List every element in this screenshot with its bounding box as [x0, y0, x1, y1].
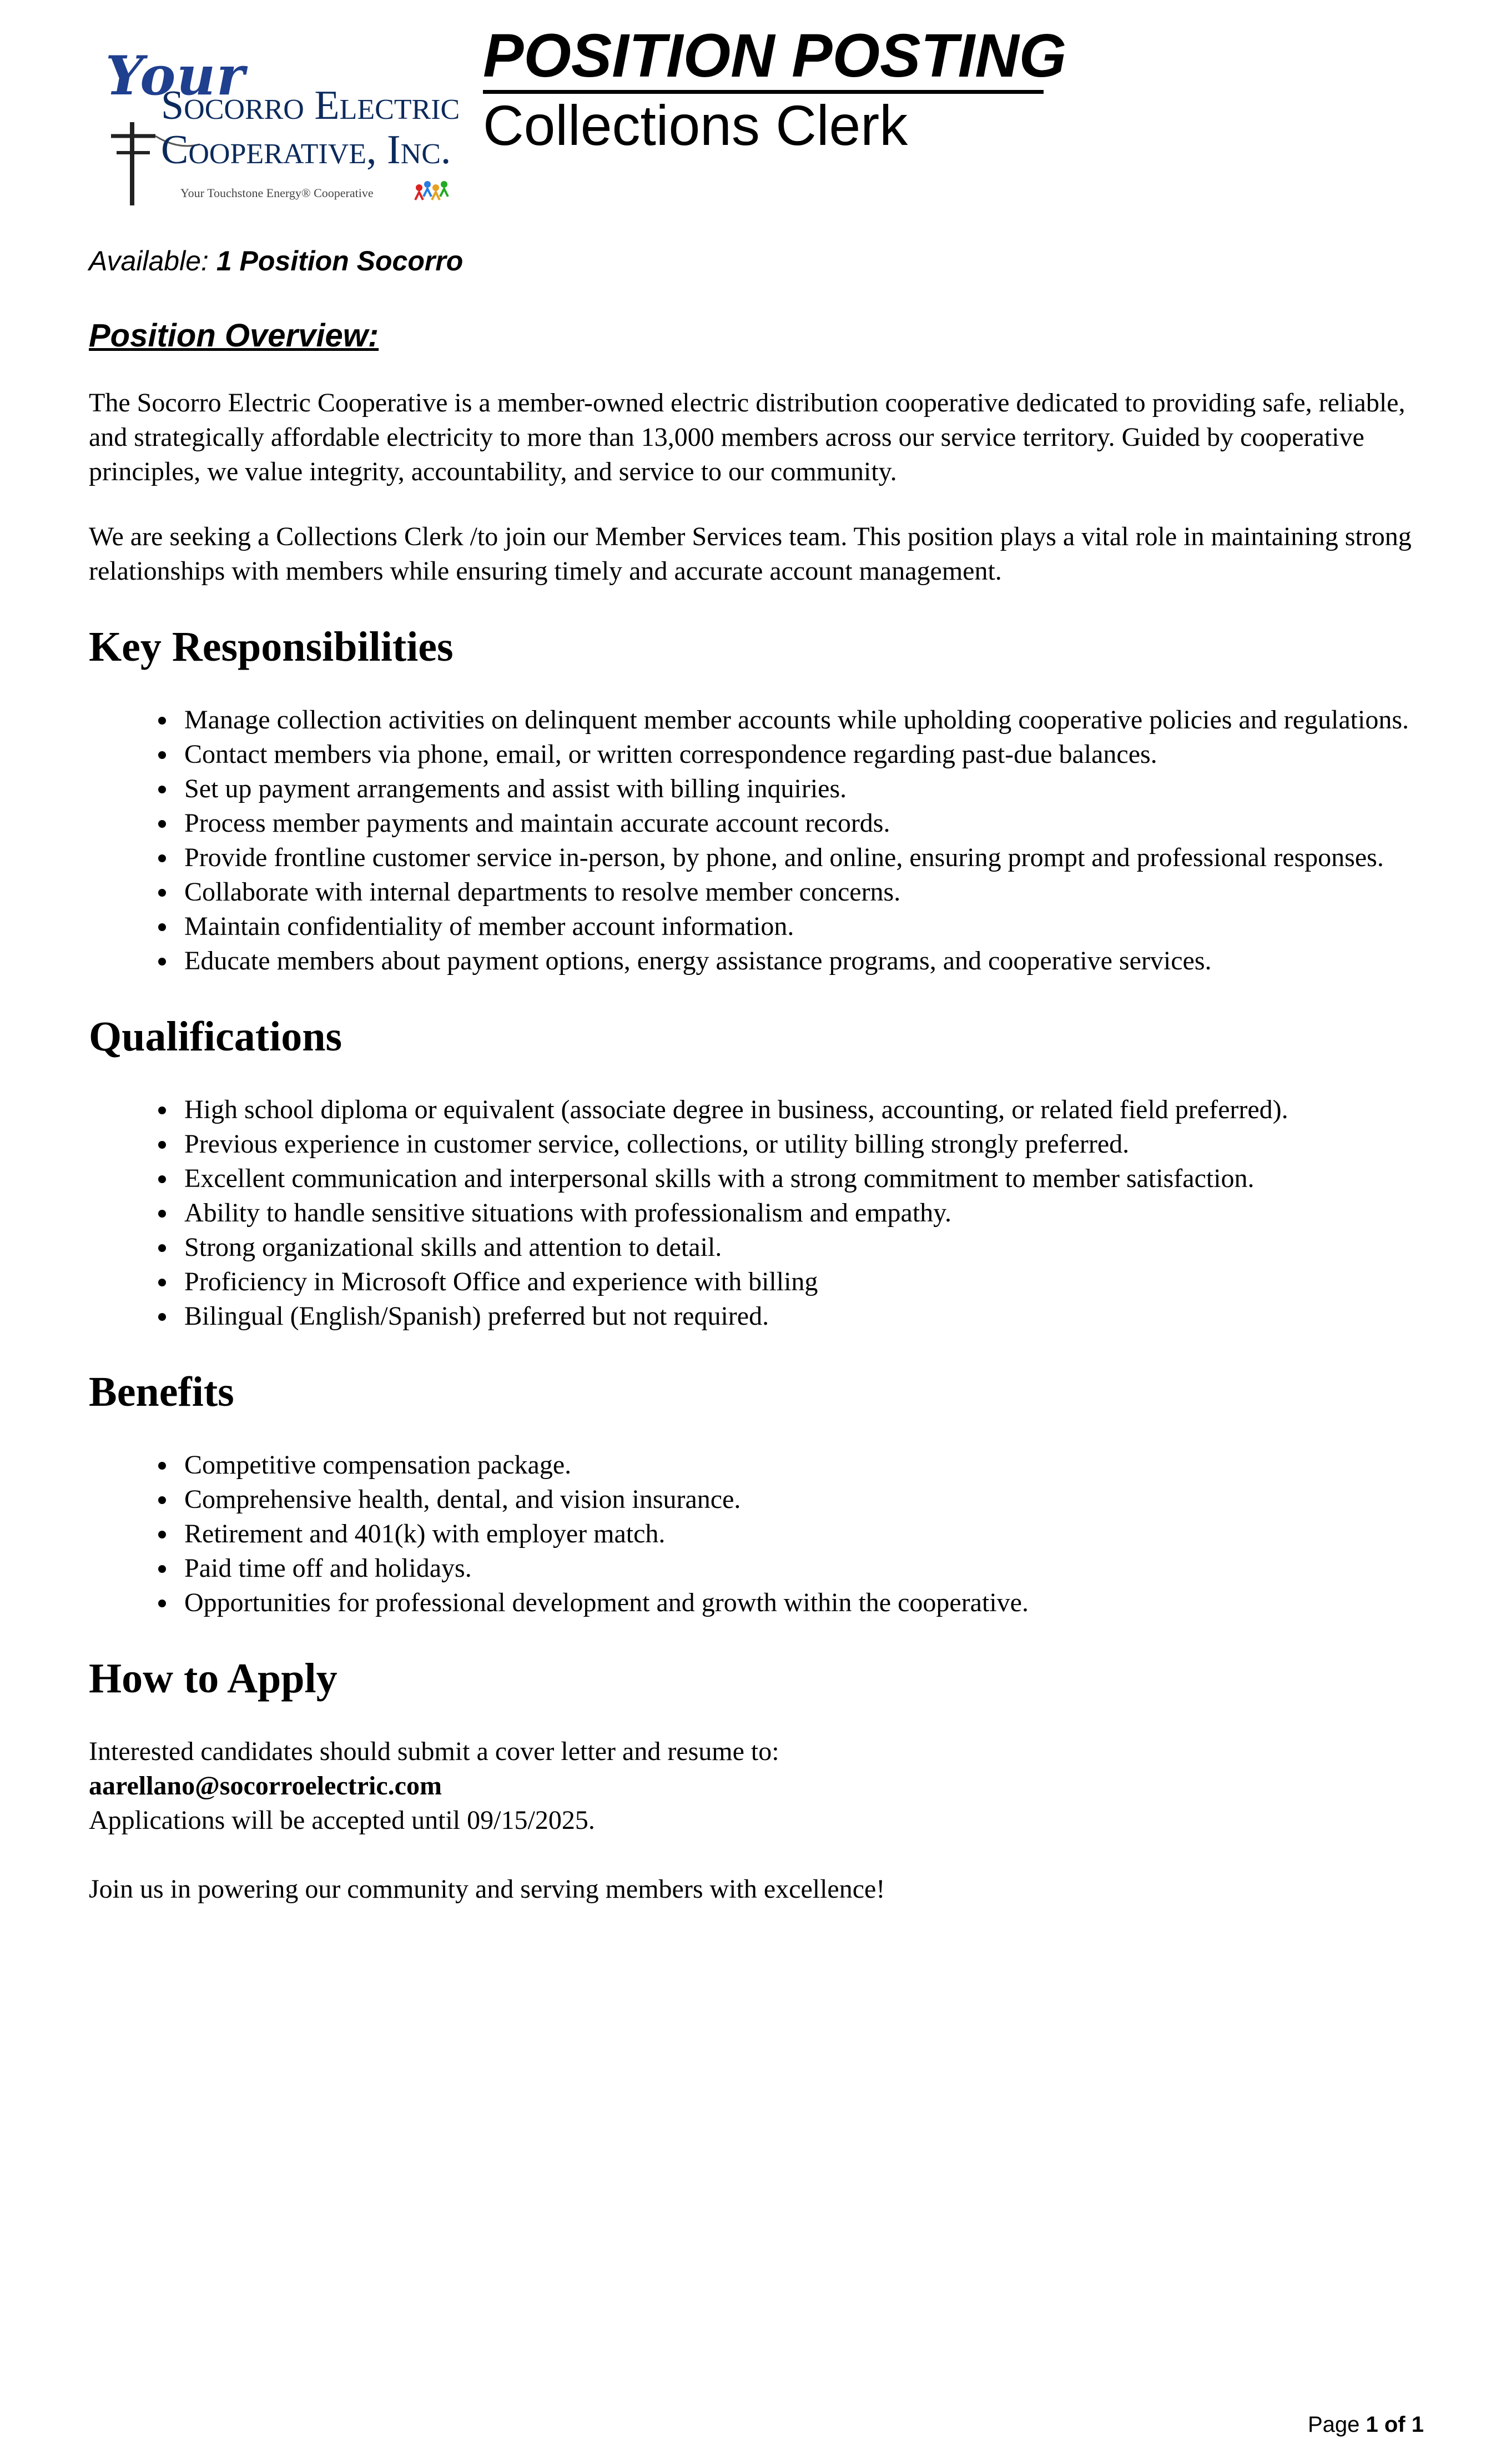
list-item: • High school diploma or equivalent (associate degree in business, accounting, or related field preferred). — [178, 1093, 1421, 1127]
list-item: • Contact members via phone, email, or written correspondence regarding past-due balances. — [178, 737, 1421, 772]
apply-deadline: Applications will be accepted until 09/15/2025. — [89, 1806, 595, 1836]
posting-body — [89, 244, 1421, 1907]
company-logo — [100, 39, 460, 217]
list-item: • Comprehensive health, dental, and vision insurance. — [178, 1482, 1421, 1517]
availability-value: 1 Position Socorro — [216, 245, 464, 276]
logo-tagline: Your Touchstone Energy® Cooperative — [180, 186, 374, 200]
list-item: • Competitive compensation package. — [178, 1448, 1421, 1482]
benefits-list — [89, 1448, 1421, 1620]
list-item: • Collaborate with internal departments to resolve member concerns. — [178, 875, 1421, 909]
apply-heading: How to Apply — [89, 1655, 338, 1702]
overview-paragraph-1: The Socorro Electric Cooperative is a member-owned electric distribution cooperative dedicated to providing safe, reliable, and strategically affordable electricity to more than 13,000 members across our service territory. Guided by cooperative principles, we value integrity, accountability, and service to our community. — [89, 388, 1406, 486]
apply-email-link[interactable]: aarellano@socorroelectric.com — [89, 1771, 442, 1801]
page-of: of — [1384, 2412, 1406, 2437]
list-item: • Process member payments and maintain accurate account records. — [178, 806, 1421, 841]
apply-instructions — [89, 1734, 1421, 1838]
list-item: • Previous experience in customer service, collections, or utility billing strongly preferred. — [178, 1127, 1421, 1161]
page-word: Page — [1307, 2412, 1360, 2437]
list-item: • Excellent communication and interpersonal skills with a strong commitment to member satisfaction. — [178, 1161, 1421, 1196]
list-item: • Maintain confidentiality of member account information. — [178, 909, 1421, 944]
list-item: • Set up payment arrangements and assist with billing inquiries. — [178, 772, 1421, 806]
list-item: • Manage collection activities on delinquent member accounts while upholding cooperative policies and regulations. — [178, 703, 1421, 737]
benefits-heading: Benefits — [89, 1368, 234, 1415]
list-item: • Bilingual (English/Spanish) preferred but not required. — [178, 1299, 1421, 1334]
apply-line: Interested candidates should submit a cover letter and resume to: — [89, 1737, 779, 1767]
responsibilities-heading: Key Responsibilities — [89, 623, 454, 670]
overview-heading: Position Overview: — [89, 318, 379, 354]
availability-label: Available: — [89, 245, 209, 276]
logo-name-line1: Socorro Electric — [161, 83, 460, 128]
title-underline — [483, 90, 1044, 94]
overview-paragraph-2: We are seeking a Collections Clerk /to join our Member Services team. This position plays a vital role in maintaining strong relationships with members while ensuring timely and accurate account management. — [89, 521, 1412, 586]
qualifications-heading: Qualifications — [89, 1013, 342, 1060]
list-item: • Paid time off and holidays. — [178, 1551, 1421, 1586]
list-item: • Strong organizational skills and attention to detail. — [178, 1230, 1421, 1265]
logo-script-text: Your — [105, 44, 246, 107]
logo-name-line2: Cooperative, Inc. — [161, 127, 451, 173]
responsibilities-list — [89, 703, 1421, 978]
qualifications-list — [89, 1093, 1421, 1334]
list-item: • Provide frontline customer service in-person, by phone, and online, ensuring prompt and professional responses. — [178, 841, 1421, 875]
page-current: 1 — [1366, 2412, 1378, 2437]
availability-line — [89, 244, 1421, 278]
page-total: 1 — [1411, 2412, 1424, 2437]
list-item: • Retirement and 401(k) with employer match. — [178, 1517, 1421, 1551]
list-item: • Proficiency in Microsoft Office and experience with billing — [178, 1265, 1421, 1299]
list-item: • Educate members about payment options, energy assistance programs, and cooperative services. — [178, 944, 1421, 978]
job-title: Collections Clerk — [483, 94, 908, 157]
list-item: • Opportunities for professional development and growth within the cooperative. — [178, 1586, 1421, 1620]
closing-line: Join us in powering our community and serving members with excellence! — [89, 1874, 885, 1904]
page-title: POSITION POSTING — [483, 22, 1067, 90]
list-item: • Ability to handle sensitive situations with professionalism and empathy. — [178, 1196, 1421, 1230]
page-number — [1308, 2412, 1424, 2437]
